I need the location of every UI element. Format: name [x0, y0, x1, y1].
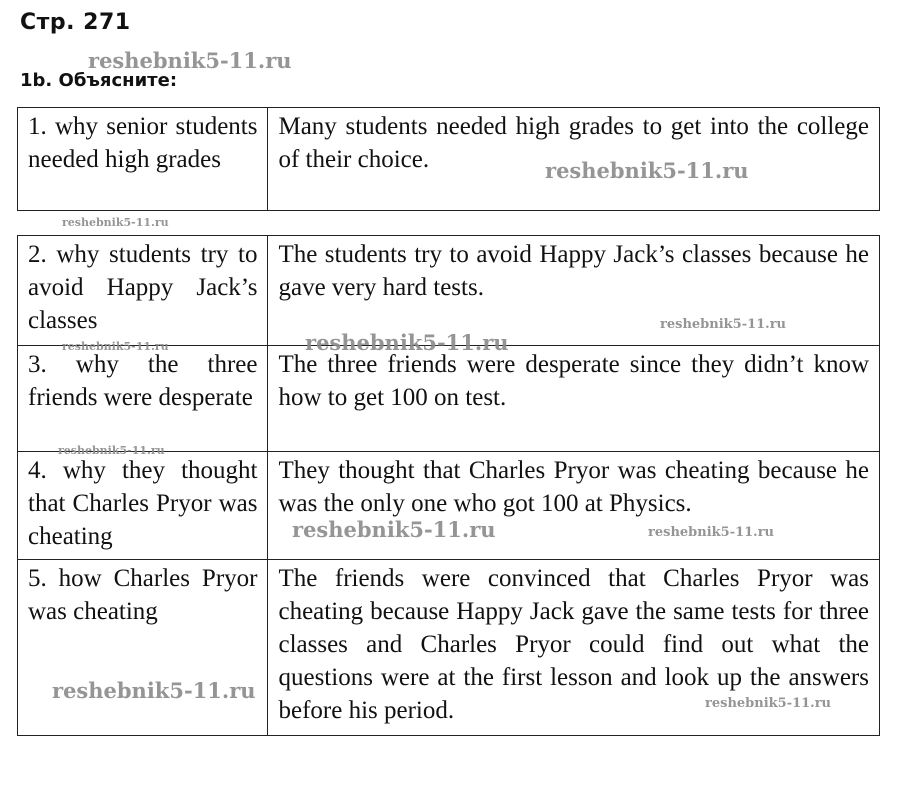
- table-row: [18, 346, 880, 452]
- table-row: [18, 452, 880, 560]
- answer-cell: The friends were convinced that Charles Pryor was cheating because Happy Jack gave the same tests for three classes and Charles Pryor could find out what the questions were at the first lesson and look up the answers before his period.: [268, 560, 880, 736]
- answer-table-part-2: [17, 235, 880, 736]
- answer-cell: The three friends were desperate since they didn’t know how to get 100 on test.: [268, 346, 880, 452]
- table-row: [18, 108, 880, 211]
- watermark-text: reshebnik5-11.ru: [88, 48, 292, 73]
- watermark-text: reshebnik5-11.ru: [62, 340, 169, 353]
- watermark-text: reshebnik5-11.ru: [292, 517, 496, 542]
- watermark-text: reshebnik5-11.ru: [305, 330, 509, 355]
- answer-cell: They thought that Charles Pryor was cheating because he was the only one who got 100 at Physics.: [268, 452, 880, 560]
- watermark-text: reshebnik5-11.ru: [52, 678, 256, 703]
- watermark-text: reshebnik5-11.ru: [62, 216, 169, 229]
- question-cell: 4. why they thought that Charles Pryor was cheating: [18, 452, 268, 560]
- watermark-text: reshebnik5-11.ru: [705, 696, 832, 711]
- task-title: 1b. Объясните:: [20, 70, 178, 91]
- watermark-text: reshebnik5-11.ru: [648, 525, 775, 540]
- question-cell: 2. why students try to avoid Happy Jack’s classes: [18, 236, 268, 346]
- watermark-text: reshebnik5-11.ru: [545, 158, 749, 183]
- question-cell: 1. why senior students needed high grades: [18, 108, 268, 211]
- answer-cell: The students try to avoid Happy Jack’s classes because he gave very hard tests.: [268, 236, 880, 346]
- watermark-text: reshebnik5-11.ru: [660, 317, 787, 332]
- watermark-text: reshebnik5-11.ru: [58, 444, 165, 457]
- answer-table-part-1: [17, 107, 880, 211]
- answer-cell: Many students needed high grades to get into the college of their choice.: [268, 108, 880, 211]
- page-number: Стр. 271: [20, 10, 131, 35]
- question-cell: 3. why the three friends were desperate: [18, 346, 268, 452]
- question-cell: 5. how Charles Pryor was cheating: [18, 560, 268, 736]
